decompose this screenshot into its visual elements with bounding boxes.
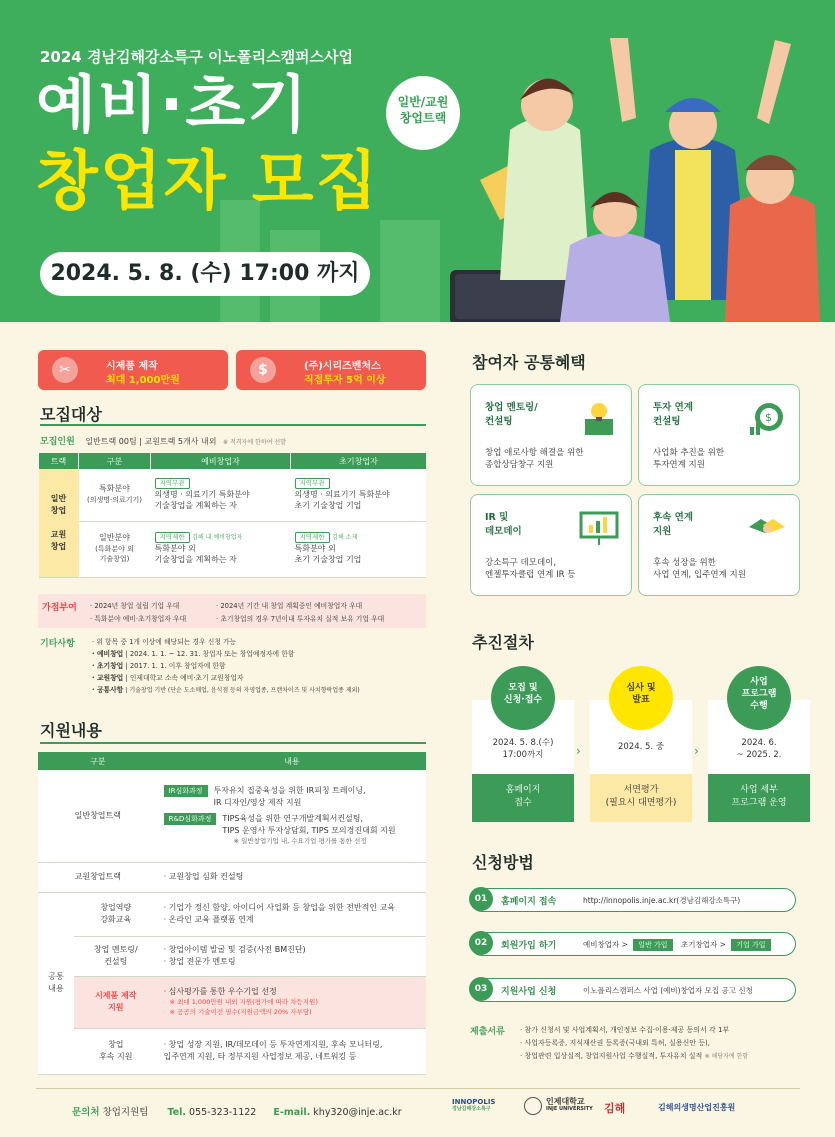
track-badge-text: 일반/교원 창업트랙 <box>397 95 449 126</box>
arrow-icon: › <box>576 744 581 758</box>
tel-label: Tel. <box>167 1107 187 1118</box>
inje-logo <box>546 1098 593 1112</box>
prototype-desc <box>158 976 426 1028</box>
ir-row <box>164 785 420 809</box>
signup-early-label: 초기창업자 > <box>680 940 726 949</box>
etc-key: · 초기창업 <box>92 662 124 670</box>
step-desc: 이노폴리스캠퍼스 사업 (예비)창업자 모집 공고 신청 <box>583 986 753 995</box>
early-cell <box>291 521 427 577</box>
step-date: 2024. 6. ~ 2025. 2. <box>736 738 782 760</box>
track-cell <box>39 469 79 577</box>
category-sub: (특화분야 외 기술창업) <box>95 544 134 564</box>
common-item: 시제품 제작 지원 <box>74 976 158 1028</box>
etc-key: · 예비창업 <box>92 650 124 658</box>
biomed-logo: 김해의생명산업진흥원 <box>658 1103 736 1112</box>
step-date: 2024. 5. 8.(수) 17:00까지 <box>492 738 554 760</box>
etc-line <box>92 660 432 672</box>
divider <box>36 1088 800 1089</box>
step-circle: 모집 및 신청·접수 <box>491 666 555 730</box>
email-label: E-mail. <box>273 1107 311 1118</box>
company-signup-tag: 기업 가입 <box>731 939 770 951</box>
perk-prototype <box>38 350 228 390</box>
faculty-desc: · 교원창업 심화 컨설팅 <box>158 862 426 892</box>
logo-sub: 경남김해강소특구 <box>452 1106 491 1113</box>
early-desc: 특화분야 외 초기 기술창업 기업 <box>294 544 362 564</box>
benefits-heading: 참여자 공통혜택 <box>472 353 586 372</box>
bonus-item: · 특화분야 예비·초기창업자 우대 <box>90 615 187 623</box>
region-note: 김해 내 예비창업자 <box>192 534 243 542</box>
category-name: 일반분야 <box>99 532 130 542</box>
etc-text: | 2017. 1. 1. 이후 창업자에 한함 <box>125 662 226 670</box>
common-desc: · 창업아이템 발굴 및 검증(사전 BM진단) · 창업 전문가 멘토링 <box>158 936 426 976</box>
step-title: 회원가입 하기 <box>501 941 557 951</box>
support-table <box>38 752 426 1075</box>
common-item: 창업역량 강화교육 <box>74 892 158 936</box>
benefit-card <box>638 494 800 596</box>
header-subtitle: 2024 경남김해강소특구 이노폴리스캠퍼스사업 <box>40 48 354 66</box>
step-number: 01 <box>469 887 493 911</box>
email-value[interactable]: khy320@inje.ac.kr <box>313 1107 402 1118</box>
perk-value: 직접투자 5억 이상 <box>304 375 386 386</box>
signup-options <box>583 939 777 951</box>
docs-label-text: 제출서류 <box>470 1027 505 1037</box>
rd-desc: TIPS육성을 위한 연구개발계획서컨설팅, TIPS 운영사 투자상담회, TIPS 모의경진대회 지원 <box>222 813 396 835</box>
bonus-label: 가점부여 <box>42 603 77 613</box>
pre-desc: 특화분야 외 기술창업을 계획하는 자 <box>154 544 237 564</box>
logo-sub: INJE UNIVERSITY <box>546 1105 593 1112</box>
region-tag: 지역제한 <box>155 532 190 543</box>
handshake-icon <box>747 507 787 547</box>
benefit-card <box>470 384 632 486</box>
benefit-title: 후속 연계 지원 <box>653 512 694 537</box>
count-note: ※ 적격자에 한하여 선발 <box>223 439 286 446</box>
count-label: 모집인원 <box>40 437 75 447</box>
ir-desc: 투자유치 집중육성을 위한 IR피칭 트레이닝, IR 디자인/영상 제작 지원 <box>213 785 366 807</box>
benefit-desc: 창업 애로사항 해결을 위한 종합상담창구 지원 <box>485 448 584 471</box>
benefit-desc: 사업화 추진을 위한 투자연계 지원 <box>653 448 725 471</box>
early-cell <box>291 469 427 521</box>
benefit-card <box>638 384 800 486</box>
early-desc: 의생명 · 의료기기 특화분야 초기 기술창업 기업 <box>294 489 390 510</box>
step-detail: 사업 세부 프로그램 운영 <box>708 774 810 822</box>
header-title-1: 예비·초기 <box>36 68 310 141</box>
contact-label: 문의처 <box>72 1107 100 1118</box>
category-cell <box>79 469 151 521</box>
apply-step <box>470 932 796 956</box>
perk-label: 시제품 제작 <box>106 361 158 372</box>
step-number: 03 <box>469 977 493 1001</box>
region-tag: 지역무관 <box>295 478 330 489</box>
etc-text: | 2024. 1. 1. ~ 12. 31. 창업자 또는 창업예정자에 한함 <box>125 650 295 658</box>
recruit-count <box>40 434 286 447</box>
deadline-pill: 2024. 5. 8. (수) 17:00 까지 <box>40 252 370 296</box>
apply-step <box>470 978 796 1002</box>
etc-section <box>40 636 75 649</box>
bonus-item: · 2024년 창업 설립 기업 우대 <box>90 602 180 610</box>
doc-item: · 참가 신청서 및 사업계획서, 개인정보 수집·이용·제공 동의서 각 1부 <box>520 1026 730 1034</box>
benefit-title: 투자 연계 컨설팅 <box>653 402 694 427</box>
step-desc[interactable]: http://innopolis.inje.ac.kr(경남김해강소특구) <box>583 896 741 905</box>
pre-cell <box>151 469 291 521</box>
category-name: 특화분야 <box>99 483 130 493</box>
col-header: 예비창업자 <box>151 453 291 469</box>
region-tag: 지역제한 <box>295 532 330 543</box>
common-item: 창업 후속 지원 <box>74 1028 158 1074</box>
common-label: 공통 내용 <box>38 892 74 1074</box>
recruit-heading: 모집대상 <box>40 405 102 424</box>
building-shape <box>380 220 440 322</box>
contact <box>72 1104 402 1118</box>
common-item: 창업 멘토링/ 컨설팅 <box>74 936 158 976</box>
footer <box>0 1088 835 1137</box>
col-header: 초기창업자 <box>291 453 427 469</box>
perk-label: (주)시리즈벤처스 <box>304 361 381 372</box>
signup-pre-label: 예비창업자 > <box>583 940 628 949</box>
region-tag: 지역무관 <box>155 478 190 489</box>
step-title: 지원사업 신청 <box>501 987 557 997</box>
doc-item: · 사업자등록증, 지식재산권 등록증(국내외 특허, 실용신안 등), <box>520 1039 711 1047</box>
benefit-title: 창업 멘토링/ 컨설팅 <box>485 402 538 427</box>
svg-text:$: $ <box>765 411 772 424</box>
presentation-icon <box>579 507 619 547</box>
etc-line <box>92 684 432 697</box>
etc-line <box>92 636 432 648</box>
header-banner <box>0 0 835 322</box>
common-desc: · 창업 성장 지원, IR/데모데이 등 투자연계지원, 후속 모니터링, 입주연계 지원, 타 정부지원 사업정보 제공, 네트워킹 등 <box>158 1028 426 1074</box>
step-circle: 심사 및 발표 <box>609 666 673 730</box>
bonus-item: · 2024년 기간 내 창업 계획중인 예비창업자 우대 <box>216 602 363 610</box>
support-heading: 지원내용 <box>40 721 102 740</box>
gimhae-logo: 김해 <box>604 1102 626 1115</box>
perk-investment <box>236 350 426 390</box>
etc-line <box>92 672 432 684</box>
general-signup-tag: 일반 가입 <box>633 939 672 951</box>
coin-icon <box>747 397 787 437</box>
apply-heading: 신청방법 <box>472 853 534 872</box>
track-badge <box>386 76 460 150</box>
etc-key: · 교원창업 <box>92 674 124 682</box>
etc-key: · 공통사항 <box>92 686 124 694</box>
divider <box>40 424 426 426</box>
innopolis-logo <box>452 1098 495 1112</box>
people-illustration <box>450 30 835 322</box>
count-value: 일반트랙 00팀 | 교원트랙 5개사 내외 <box>85 437 217 446</box>
col-header: 구분 <box>79 453 151 469</box>
prototype-note: ※ 공공의 기술이전 필수(지원금액의 20% 자부담) <box>169 1008 312 1016</box>
rd-note: ※ 일반창업기업 내, 수요기업 평가를 통한 선정 <box>233 836 367 845</box>
col-header: 구분 <box>38 752 158 770</box>
bonus-item: · 초기창업의 경우 7년이내 투자유치 실적 보유 기업 우대 <box>216 615 385 623</box>
category-cell <box>79 521 151 577</box>
money-bag-icon: $ <box>250 357 276 383</box>
col-header: 트랙 <box>39 453 79 469</box>
region-note: 김해 소재 <box>332 534 358 542</box>
general-content <box>158 770 426 862</box>
step-circle: 사업 프로그램 수행 <box>727 666 791 730</box>
doc-item <box>520 1050 820 1063</box>
benefit-desc: 후속 성장을 위한 사업 연계, 입주연계 지원 <box>653 558 746 581</box>
track-general: 일반 창업 <box>50 493 67 515</box>
recruit-table <box>38 453 426 578</box>
doc-note: ※ 해당자에 한함 <box>704 1053 749 1060</box>
arrow-icon: › <box>694 744 699 758</box>
etc-label: 기타사항 <box>40 639 75 649</box>
benefit-desc: 강소특구 데모데이, 엔젤투자클럽 연계 IR 등 <box>485 558 576 581</box>
common-desc: · 기업가 정신 함양, 아이디어 사업화 등 창업을 위한 전반적인 교육 · 온라인 교육 플랫폼 연계 <box>158 892 426 936</box>
etc-text: | 기술창업 기반 (단순 도소매업, 음식점 등의 자영업종, 프랜차이즈 및 사치향락업종 제외) <box>125 687 360 694</box>
pre-desc: 의생명 · 의료기기 특화분야 기술창업을 계획하는 자 <box>154 489 250 510</box>
faculty-track: 교원창업트랙 <box>38 862 158 892</box>
rd-tag: R&D심화과정 <box>164 813 217 825</box>
lightbulb-box-icon <box>579 397 619 437</box>
perk-value: 최대 1,000만원 <box>106 375 180 386</box>
tools-icon: ✂ <box>52 357 78 383</box>
apply-step <box>470 888 796 912</box>
tel-value[interactable]: 055-323-1122 <box>189 1107 257 1118</box>
process-heading: 추진절차 <box>472 633 534 652</box>
etc-text: · 위 항목 중 1개 이상에 해당되는 경우 신청 가능 <box>92 638 237 646</box>
category-sub: (의생명·의료기기) <box>86 495 143 504</box>
ir-tag: IR심화과정 <box>164 785 208 797</box>
step-date: 2024. 5. 중 <box>617 742 665 752</box>
logo-text: 인제대학교 <box>546 1097 585 1106</box>
contact-value: 창업지원팀 <box>102 1107 149 1118</box>
prototype-note: ※ 최대 1,000만원 내외 지원(평가에 따라 차등지원) <box>169 998 318 1007</box>
step-title: 홈페이지 접속 <box>501 897 557 907</box>
benefit-card <box>470 494 632 596</box>
doc-item-text: · 창업관련 입상실적, 창업지원사업 수행실적, 투자유치 실적 <box>520 1052 703 1060</box>
etc-text: | 인제대학교 소속 예비·초기 교원창업자 <box>125 674 244 682</box>
benefit-title: IR 및 데모데이 <box>485 512 522 537</box>
step-detail: 홈페이지 접수 <box>472 774 574 822</box>
track-faculty: 교원 창업 <box>50 529 67 551</box>
step-detail: 서면평가 (필요시 대면평가) <box>590 774 692 822</box>
docs-list <box>520 1024 820 1063</box>
docs-label <box>470 1024 505 1037</box>
etc-list <box>92 636 432 697</box>
bonus-box <box>38 594 426 628</box>
rd-row <box>164 813 420 837</box>
etc-line <box>92 648 432 660</box>
common-desc: · 심사평가를 통한 우수기업 선정 <box>163 987 277 997</box>
general-track: 일반창업트랙 <box>38 770 158 862</box>
col-header: 내용 <box>158 752 426 770</box>
logo-text: INNOPOLIS <box>452 1098 496 1106</box>
divider <box>40 742 426 744</box>
inje-seal-icon <box>524 1097 542 1115</box>
header-title-2: 창업자 모집 <box>36 145 380 219</box>
pre-cell <box>151 521 291 577</box>
step-number: 02 <box>469 931 493 955</box>
